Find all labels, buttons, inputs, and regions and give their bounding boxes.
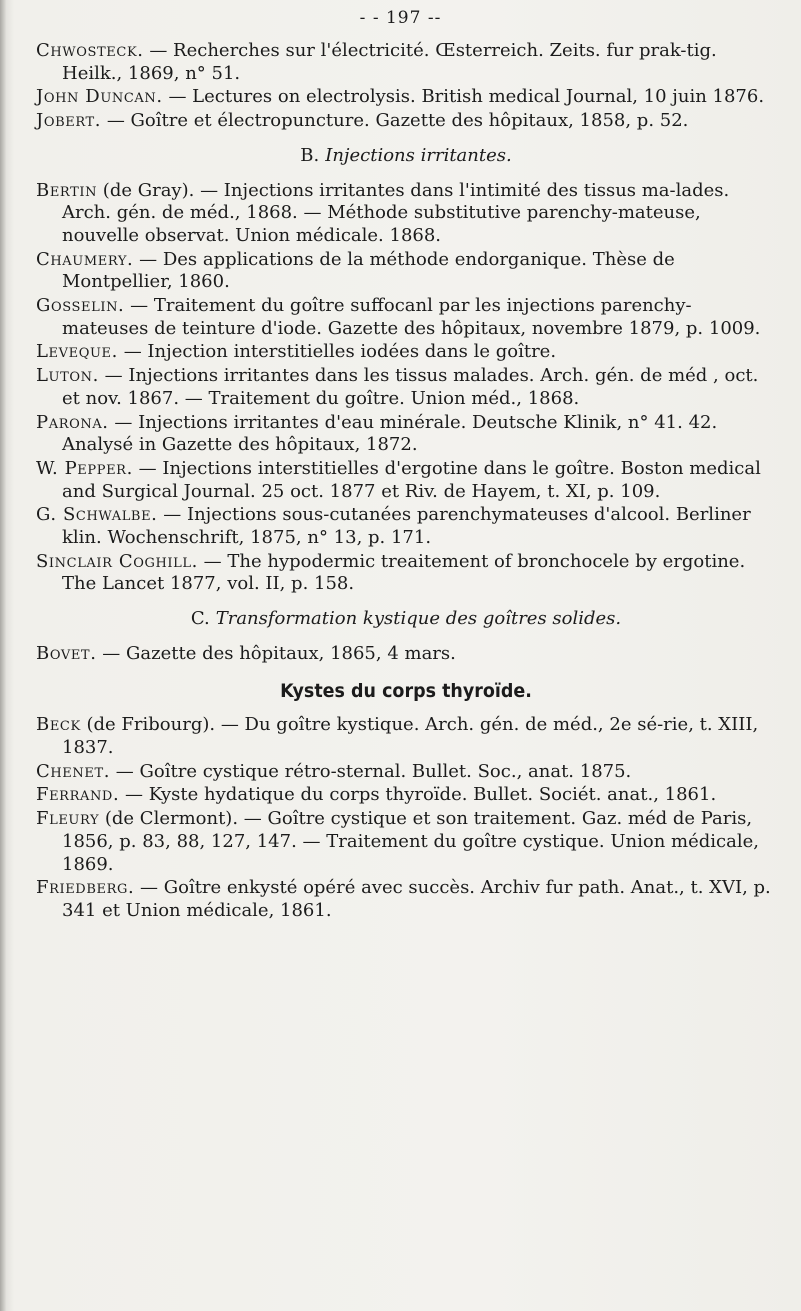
section-letter: C. [190, 608, 210, 630]
entry-author: Beck [36, 714, 81, 736]
bibliography-entry [36, 110, 776, 133]
bibliography-entry [36, 365, 776, 410]
entry-author: G. Schwalbe. [36, 504, 158, 526]
entry-author: Gosselin. [36, 295, 125, 317]
entry-text: (de Clermont). — Goître cystique et son traitement. Gaz. méd de Paris, 1856, p. 83, 88, 127, 147. — Traitement du goître cystique. Union médicale, 1869. [62, 808, 759, 875]
entry-text: — Goître cystique rétro-sternal. Bullet. Soc., anat. 1875. [115, 760, 632, 782]
bibliography-entry [36, 295, 776, 340]
entry-author: Sinclair Coghill. [36, 550, 198, 572]
bibliography-entry [36, 458, 776, 503]
bibliography-entry [36, 551, 776, 596]
entry-author: Chwosteck. [36, 40, 144, 61]
bibliography-entry [36, 643, 776, 666]
bibliography-entry [36, 808, 776, 876]
entry-text: — The hypodermic treaitement of bronchocele by ergotine. The Lancet 1877, vol. II, p. 158. [62, 550, 746, 595]
entry-author: Chaumery. [36, 248, 134, 270]
bibliography-group-a [36, 40, 776, 133]
entry-text: (de Fribourg). — Du goître kystique. Arch. gén. de méd., 2e sé-rie, t. XIII, 1837. [62, 714, 759, 758]
entry-author: Bertin [36, 179, 98, 201]
entry-text: — Lectures on electrolysis. British medical Journal, 10 juin 1876. [168, 86, 765, 108]
bibliography-entry [36, 180, 776, 248]
chapter-heading: Kystes du corps thyroïde. [280, 679, 532, 702]
entry-author: Bovet. [36, 642, 97, 664]
section-c-heading [36, 608, 776, 631]
bibliography-entry [36, 761, 776, 784]
bibliography-entry [36, 877, 776, 922]
entry-text: — Injection interstitielles iodées dans le goître. [123, 341, 557, 363]
bibliography-group-d [36, 714, 776, 922]
bibliography-entry [36, 504, 776, 549]
entry-author: Ferrand. [36, 784, 120, 806]
bibliography-entry [36, 412, 776, 457]
entry-author: W. Pepper. [36, 457, 133, 479]
entry-text: — Injections interstitielles d'ergotine dans le goître. Boston medical and Surgical Journal. 25 oct. 1877 et Riv. de Hayem, t. XI, p. 109. [62, 457, 761, 502]
entry-author: Fleury [36, 808, 100, 830]
bibliography-group-b [36, 180, 776, 597]
bibliography-entry [36, 40, 776, 85]
entry-text: — Injections sous-cutanées parenchymateuses d'alcool. Berliner klin. Wochenschrift, 1875, n° 13, p. 171. [62, 504, 751, 549]
bibliography-entry [36, 86, 776, 109]
page-number: - - 197 -- [359, 8, 442, 28]
bibliography-entry [36, 784, 776, 807]
page-spine-shadow [0, 0, 6, 1311]
entry-author: Friedberg. [36, 877, 135, 899]
entry-text: — Goître et électropuncture. Gazette des hôpitaux, 1858, p. 52. [106, 110, 689, 132]
entry-author: Luton. [36, 365, 99, 387]
entry-text: — Des applications de la méthode endorganique. Thèse de Montpellier, 1860. [62, 248, 675, 293]
entry-author: John Duncan. [36, 86, 163, 108]
entry-author: Leveque. [36, 341, 118, 363]
entry-text: (de Gray). — Injections irritantes dans l'intimité des tissus ma-lades. Arch. gén. de méd., 1868. — Méthode substitutive parenchy-mateuse, nouvelle observat. Union médicale. 1868. [62, 179, 730, 246]
entry-text: — Kyste hydatique du corps thyroïde. Bullet. Sociét. anat., 1861. [125, 784, 717, 806]
entry-author: Parona. [36, 411, 109, 433]
section-letter: B. [300, 144, 320, 166]
entry-text: — Traitement du goître suffocanl par les injections parenchy-mateuses de teinture d'iode. Gazette des hôpitaux, novembre 1879, p. 1009. [62, 295, 761, 339]
bibliography-group-c [36, 643, 776, 666]
entry-text: — Goître enkysté opéré avec succès. Archiv fur path. Anat., t. XVI, p. 341 et Union médicale, 1861. [62, 877, 771, 921]
bibliography-entry [36, 714, 776, 759]
section-title: Injections irritantes. [325, 144, 512, 166]
section-title: Transformation kystique des goîtres solides. [215, 608, 622, 630]
entry-author: Chenet. [36, 760, 111, 782]
entry-text: — Injections irritantes d'eau minérale. Deutsche Klinik, n° 41. 42. Analysé in Gazette des hôpitaux, 1872. [62, 411, 718, 456]
bibliography-content [36, 40, 776, 924]
entry-author: Jobert. [36, 110, 102, 132]
section-b-heading [36, 145, 776, 168]
bibliography-entry [36, 249, 776, 294]
bibliography-entry [36, 341, 776, 364]
entry-text: — Injections irritantes dans les tissus malades. Arch. gén. de méd , oct. et nov. 1867. — Traitement du goître. Union méd., 1868. [62, 365, 759, 409]
entry-text: — Gazette des hôpitaux, 1865, 4 mars. [102, 642, 456, 664]
entry-text: — Recherches sur l'électricité. Œsterreich. Zeits. fur prak-tig. Heilk., 1869, n° 51. [62, 40, 717, 84]
